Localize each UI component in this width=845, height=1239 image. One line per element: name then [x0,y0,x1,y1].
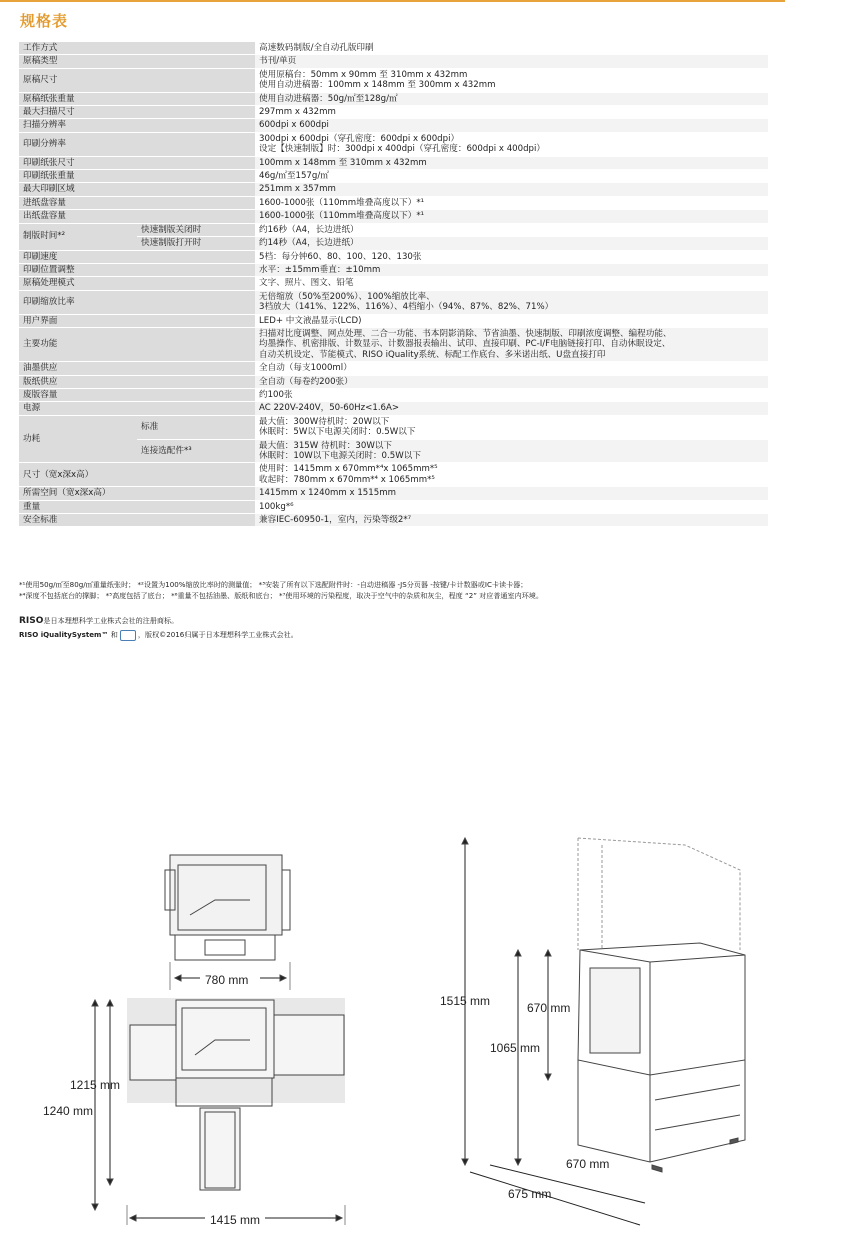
spec-sublabel: 快速制版打开时 [137,237,255,250]
spec-value-line: 约100张 [259,389,293,400]
dim-full-width: 1415 mm [210,1213,261,1227]
spec-value-line: 46g/㎡至157g/㎡ [259,171,329,182]
spec-label: 油墨供应 [19,362,255,375]
spec-value-line: 3档放大（141%、122%、116%）、4档缩小（94%、87%、82%、71%） [259,302,554,313]
spec-value-line: 全自动（每卷约200张） [259,376,353,387]
spec-label: 原稿尺寸 [19,68,255,92]
spec-label: 原稿处理模式 [19,277,255,290]
footnote-line: *¹使用50g/㎡至80g/㎡重量纸张时； *²设置为100%缩放比率时的测量值； *³安装了所有以下选配附件时：-自动进稿器 -JS分页器 -按键/卡计数器或IC卡读卡器； [19,580,528,589]
spec-label: 重量 [19,500,255,513]
dim-width-front: 675 mm [508,1187,552,1201]
spec-value-line: 最大值：315W 待机时：30W以下 [259,440,393,451]
spec-sublabel: 连接选配件*³ [137,439,255,463]
spec-label: 最大印刷区域 [19,183,255,196]
spec-label: 主要功能 [19,327,255,361]
spec-value-line: 100mm x 148mm 至 310mm x 432mm [259,157,427,168]
spec-value-line: 设定【快速制版】时：300dpi x 400dpi（穿孔密度：600dpi x 400dpi） [259,144,545,155]
perspective-view [578,838,745,1172]
spec-value-line: 251mm x 357mm [259,184,336,195]
spec-value-line: 休眠时：5W以下电源关闭时：0.5W以下 [259,427,416,438]
iquality-logo: RISO iQualitySystem™ [19,630,109,639]
footnote-line: *⁴深度不包括底台的撑脚； *⁵高度包括了底台； *⁶重量不包括油墨、版纸和底台； *⁷使用环境的污染程度，取决于空气中的杂质和灰尘，程度 “2” 对应普通室内环境。 [19,591,543,600]
spec-label: 最大扫描尺寸 [19,106,255,119]
copyright-text: ，版权©2016归属于日本理想科学工业株式会社。 [137,630,298,639]
and-text: 和 [108,630,118,639]
spec-value-line: 100kg*⁶ [259,501,294,512]
dim-height-top: 670 mm [527,1001,571,1015]
spec-value: 约14秒（A4，长边进纸） [255,237,768,250]
spec-label: 电源 [19,402,255,415]
spec-value-line: 均墨操作、机密排版、计数显示、计数器报表输出、试印、直接印刷、PC-I/F电脑链接打印、自动休眠设定、 [259,339,671,350]
trademark-text: 是日本理想科学工业株式会社的注册商标。 [43,616,179,625]
spec-label: 印刷速度 [19,250,255,263]
spec-label: 出纸盘容量 [19,210,255,223]
page-title: 规格表 [20,12,69,30]
spec-label: 用户界面 [19,314,255,327]
dim-height-total: 1515 mm [440,994,491,1008]
spec-value-line: 使用自动进稿器：100mm x 148mm 至 300mm x 432mm [259,80,496,91]
spec-value-line: 书刊/单页 [259,56,297,67]
spec-value-line: 自动关机设定、节能模式、RISO iQuality系统、标配工作底台、多米诺出纸、U盘直接打印 [259,349,606,360]
spec-value-line: 297mm x 432mm [259,107,336,118]
spec-label: 废版容量 [19,388,255,401]
spec-value-line: AC 220V-240V，50-60Hz<1.6A> [259,403,400,414]
spec-value-line: 5档：每分钟60、80、100、120、130张 [259,251,422,262]
spec-value-line: 300dpi x 600dpi（穿孔密度：600dpi x 600dpi） [259,133,460,144]
spec-value-line: 兼容IEC-60950-1，室内，污染等级2*⁷ [259,515,412,526]
spec-value-line: 使用原稿台：50mm x 90mm 至 310mm x 432mm [259,69,468,80]
top-view-folded [165,855,290,960]
spec-value-line: 1600-1000张（110mm堆叠高度以下）*¹ [259,197,425,208]
spec-sublabel: 标准 [137,415,255,439]
spec-label: 所需空间（宽x深x高） [19,487,255,500]
spec-value: 约16秒（A4，长边进纸） [255,223,768,236]
spec-value-line: 水平：±15mm垂直：±10mm [259,264,381,275]
riso-logo: RISO [19,616,44,626]
spec-value-line: 使用自动进稿器：50g/㎡至128g/㎡ [259,93,398,104]
spec-label: 工作方式 [19,42,255,55]
spec-label: 印刷纸张重量 [19,170,255,183]
spec-label: 进纸盘容量 [19,196,255,209]
spec-value-line: 扫描对比度调整、网点处理、二合一功能、书本阴影消除、节省油墨、快速制版、印刷浓度调整、编程功能、 [259,328,672,339]
dim-top-width: 780 mm [205,973,249,987]
spec-value-line: 休眠时：10W以下电源关闭时：0.5W以下 [259,451,421,461]
spec-label: 版纸供应 [19,375,255,388]
spec-label: 印刷位置调整 [19,263,255,276]
dim-depth-1240: 1240 mm [43,1104,94,1118]
spec-value-line: 无倍缩放（50%至200%）、100%缩放比率、 [259,291,435,302]
spec-label: 安全标准 [19,514,255,527]
spec-value-line: 600dpi x 600dpi [259,120,329,131]
spec-value-line: 收起时：780mm x 670mm*⁴ x 1065mm*⁵ [259,474,435,485]
dim-height-body: 1065 mm [490,1041,541,1055]
spec-value-line: 高速数码制版/全自动孔版印刷 [259,43,374,53]
spec-label: 印刷缩放比率 [19,290,255,314]
dim-depth-front: 670 mm [566,1157,610,1171]
spec-value-line: 全自动（每支1000ml） [259,363,352,374]
spec-value-line: LED+ 中文液晶显示(LCD) [259,315,362,326]
spec-label: 扫描分辨率 [19,119,255,132]
spec-label: 原稿类型 [19,55,255,68]
spec-value-line: 文字、照片、图文、铅笔 [259,278,354,289]
spec-label: 尺寸（宽x深x高） [19,463,255,487]
spec-value-line: 使用时：1415mm x 670mm*⁴x 1065mm*⁵ [259,464,438,475]
spec-label: 功耗 [19,415,137,463]
dim-depth-1215: 1215 mm [70,1078,121,1092]
spec-label: 原稿纸张重量 [19,92,255,105]
spec-sublabel: 快速制版关闭时 [137,223,255,236]
spec-label: 印刷纸张尺寸 [19,156,255,169]
spec-label: 印刷分辨率 [19,132,255,156]
spec-value-line: 最大值：300W待机时：20W以下 [259,416,390,427]
spec-value-line: 1600-1000张（110mm堆叠高度以下）*¹ [259,211,425,222]
spec-label: 制版时间*² [19,223,137,250]
spec-value-line: 1415mm x 1240mm x 1515mm [259,488,396,499]
